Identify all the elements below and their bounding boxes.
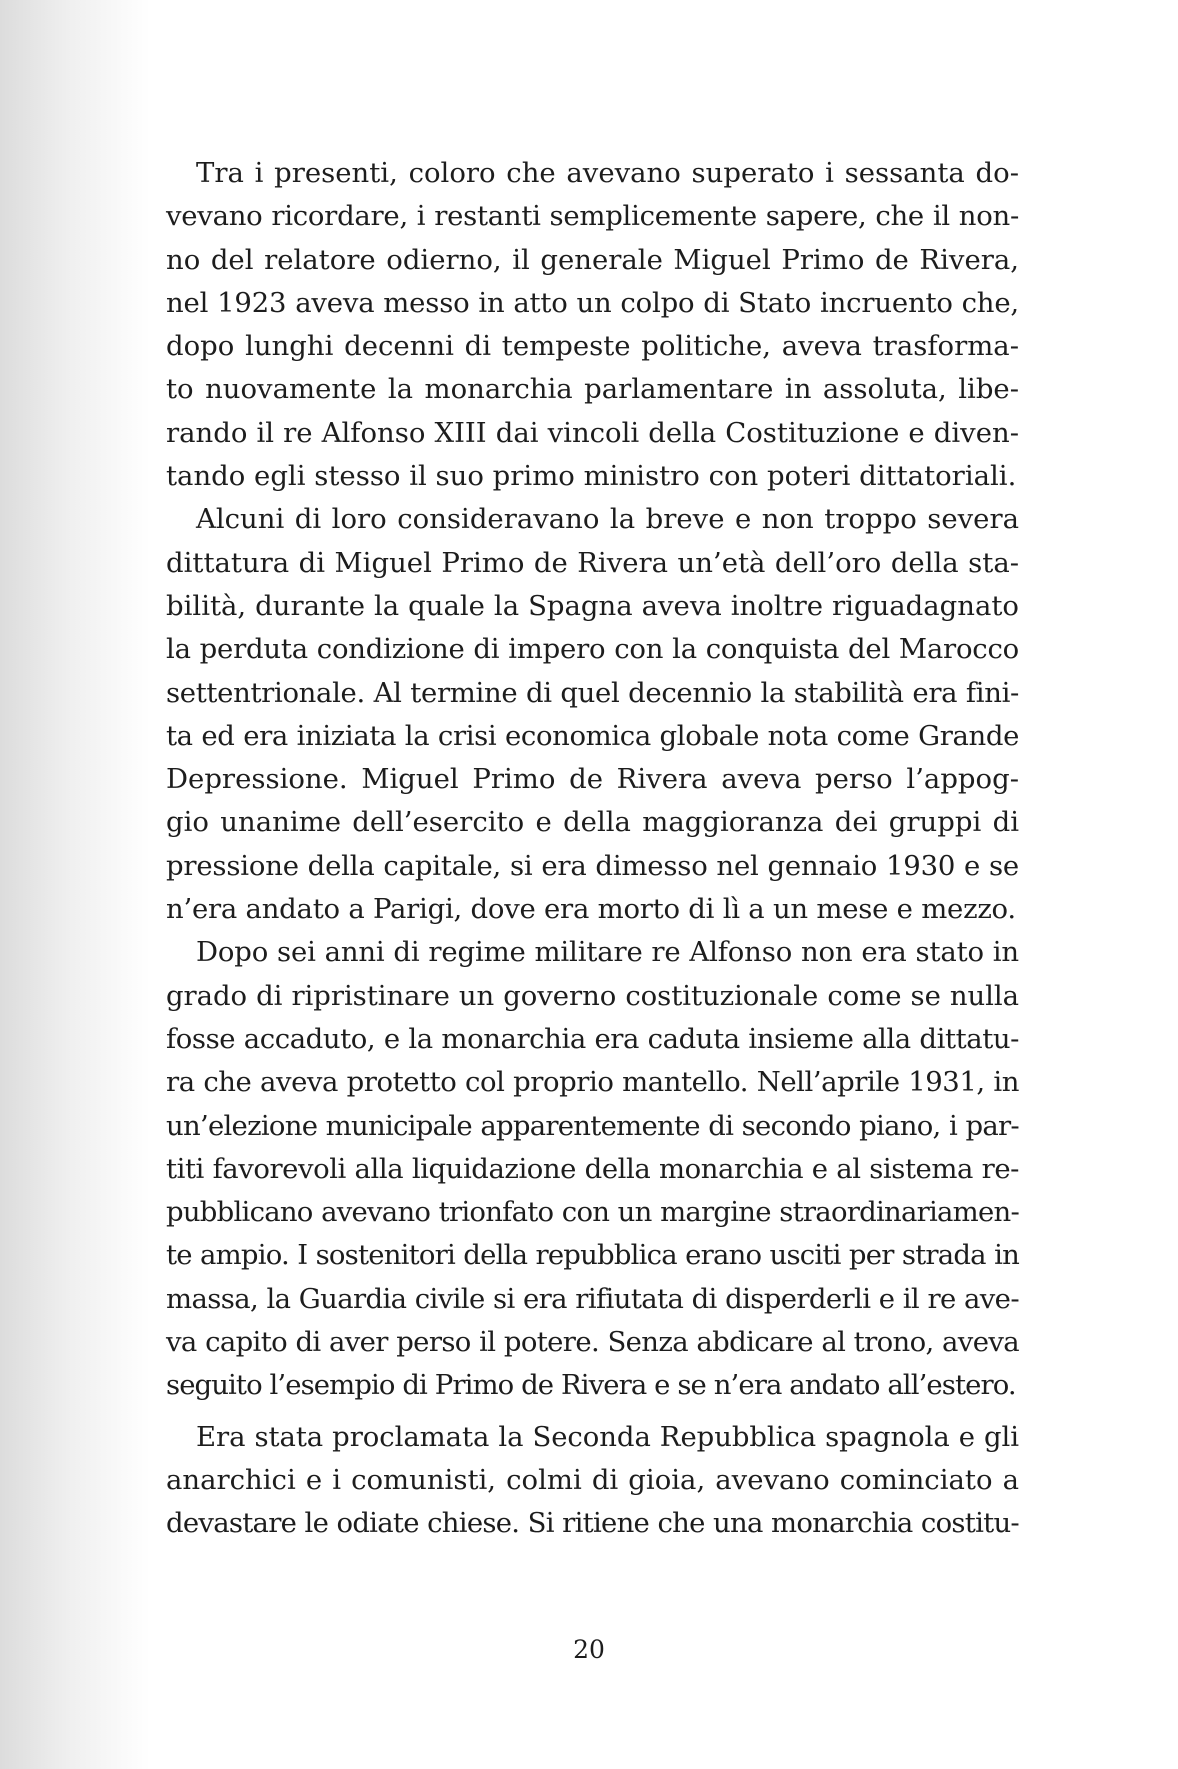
text-line: va capito di aver perso il potere. Senza abdicare al trono, aveva: [166, 1326, 1019, 1359]
text-line: settentrionale. Al termine di quel decennio la stabilità era fini-: [166, 676, 1019, 709]
text-line: massa, la Guardia civile si era rifiutata di disperderli e il re ave-: [166, 1282, 1019, 1315]
text-line: dopo lunghi decenni di tempeste politiche, aveva trasforma-: [166, 330, 1019, 363]
paragraph: [166, 498, 1019, 931]
paragraph: [166, 931, 1019, 1407]
text-line: n’era andato a Parigi, dove era morto di lì a un mese e mezzo.: [166, 893, 1016, 926]
body-text: [166, 152, 1019, 1546]
text-line: pressione della capitale, si era dimesso nel gennaio 1930 e se: [166, 849, 1019, 882]
paragraph: [166, 152, 1019, 498]
paragraph: [166, 1416, 1019, 1546]
text-line: grado di ripristinare un governo costituzionale come se nulla: [166, 979, 1019, 1012]
text-line: un’elezione municipale apparentemente di secondo piano, i par-: [166, 1109, 1019, 1142]
text-line: Depressione. Miguel Primo de Rivera aveva perso l’appog-: [166, 763, 1019, 796]
text-line: no del relatore odierno, il generale Miguel Primo de Rivera,: [166, 243, 1019, 276]
text-line: devastare le odiate chiese. Si ritiene che una monarchia costitu-: [166, 1507, 1019, 1540]
text-line: to nuovamente la monarchia parlamentare in assoluta, libe-: [166, 373, 1019, 406]
text-line: nel 1923 aveva messo in atto un colpo di Stato incruento che,: [166, 286, 1019, 319]
text-line: titi favorevoli alla liquidazione della monarchia e al sistema re-: [166, 1152, 1019, 1185]
text-line: tando egli stesso il suo primo ministro con poteri dittatoriali.: [166, 460, 1017, 493]
text-line: pubblicano avevano trionfato con un margine straordinariamen-: [166, 1196, 1019, 1229]
text-line: Tra i presenti, coloro che avevano superato i sessanta do-: [196, 157, 1019, 189]
text-line: ra che aveva protetto col proprio mantello. Nell’aprile 1931, in: [166, 1066, 1019, 1099]
text-line: Dopo sei anni di regime militare re Alfonso non era stato in: [196, 936, 1019, 969]
text-line: te ampio. I sostenitori della repubblica erano usciti per strada in: [166, 1239, 1019, 1272]
text-line: Era stata proclamata la Seconda Repubblica spagnola e gli: [196, 1420, 1019, 1453]
paragraph-gap: [166, 1408, 1019, 1416]
text-line: anarchici e i comunisti, colmi di gioia, avevano cominciato a: [166, 1463, 1019, 1496]
page-gutter-shadow: [0, 0, 150, 1769]
text-line: fosse accaduto, e la monarchia era caduta insieme alla dittatu-: [166, 1022, 1019, 1055]
text-line: Alcuni di loro consideravano la breve e non troppo severa: [196, 503, 1019, 536]
text-line: seguito l’esempio di Primo de Rivera e se n’era andato all’estero.: [166, 1369, 1016, 1402]
text-line: rando il re Alfonso XIII dai vincoli della Costituzione e diven-: [166, 416, 1019, 449]
text-line: bilità, durante la quale la Spagna aveva inoltre riguadagnato: [166, 589, 1019, 622]
text-line: dittatura di Miguel Primo de Rivera un’età dell’oro della sta-: [166, 546, 1019, 579]
text-line: vevano ricordare, i restanti semplicemente sapere, che il non-: [166, 200, 1019, 233]
page-number: 20: [573, 1635, 605, 1664]
text-line: gio unanime dell’esercito e della maggioranza dei gruppi di: [166, 806, 1019, 839]
text-line: ta ed era iniziata la crisi economica globale nota come Grande: [166, 719, 1019, 752]
text-line: la perduta condizione di impero con la conquista del Marocco: [166, 633, 1019, 666]
